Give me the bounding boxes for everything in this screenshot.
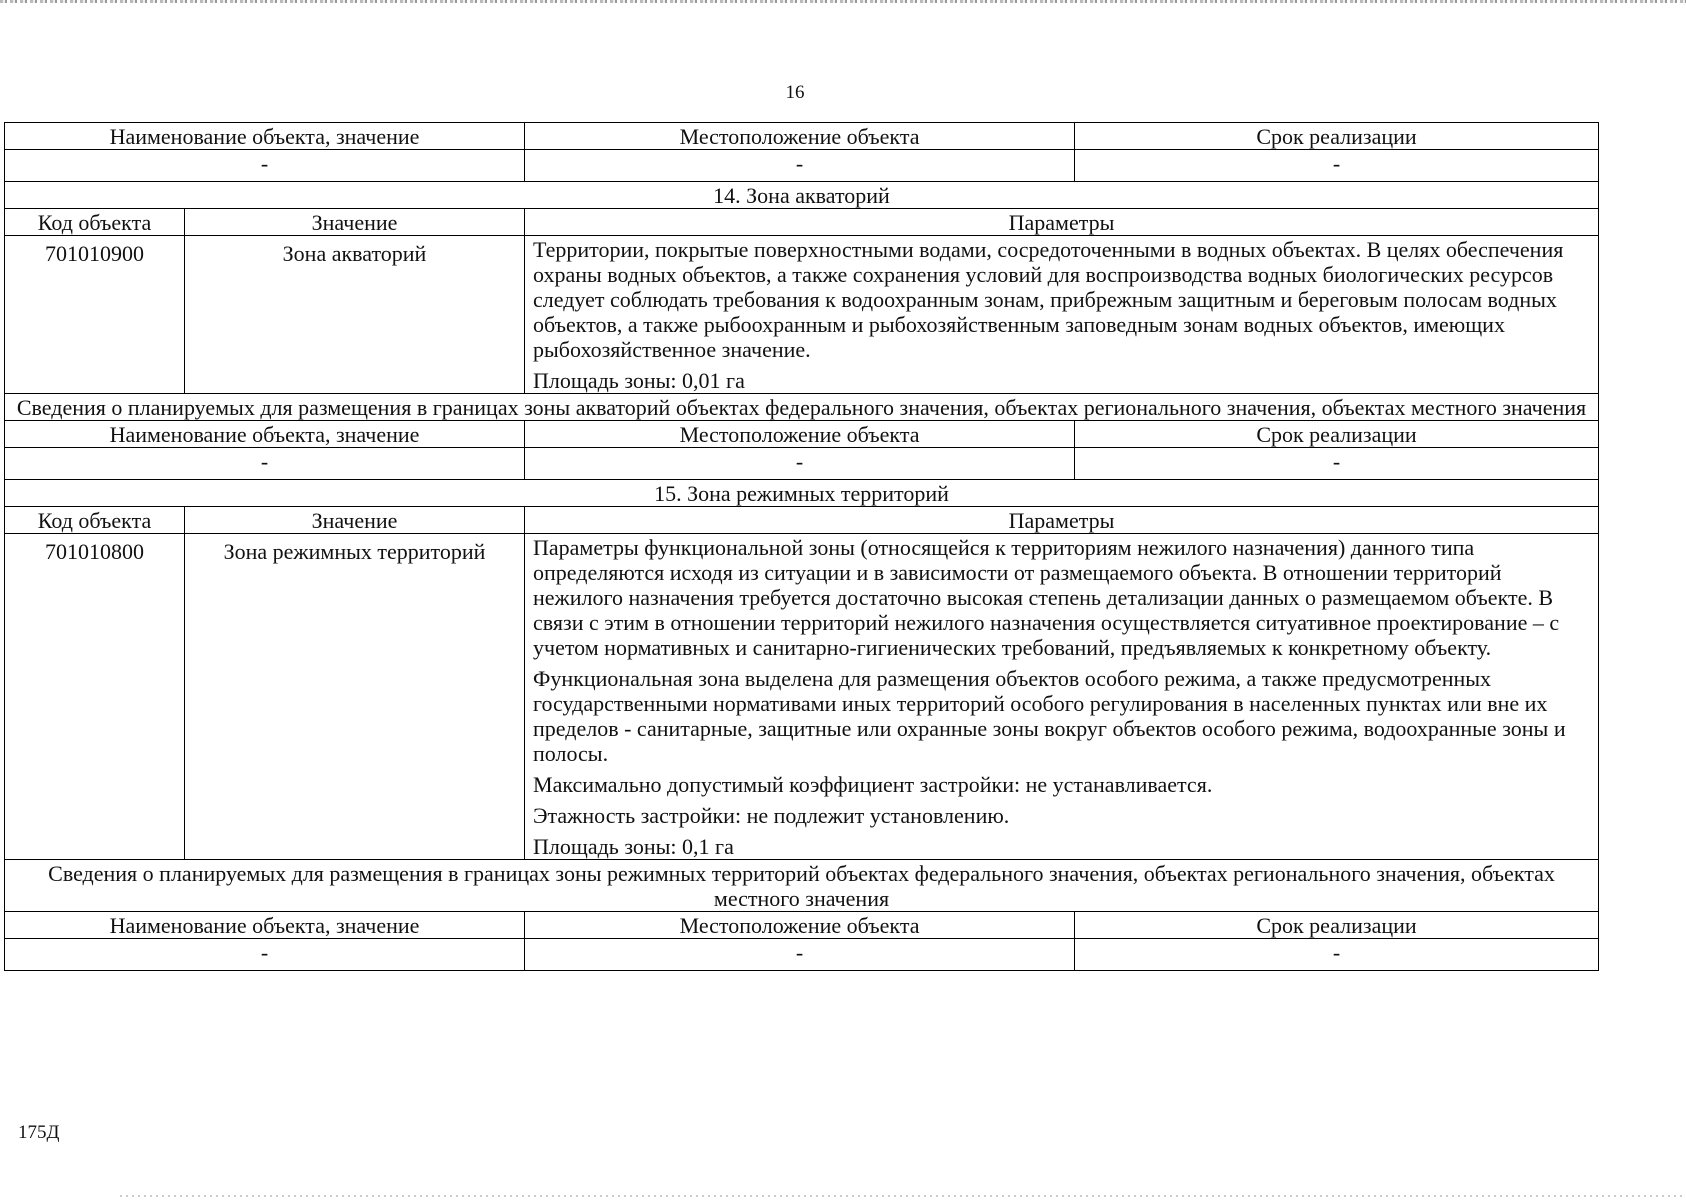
footer-code: 175Д xyxy=(18,1122,60,1143)
zone15-title-row xyxy=(5,480,1599,507)
header-deadline: Срок реализации xyxy=(1075,912,1599,939)
zone15-code: 701010800 xyxy=(5,534,185,860)
zone15-params xyxy=(525,534,1599,860)
zone14-title-row xyxy=(5,182,1599,209)
object-location-cell: - xyxy=(525,939,1075,971)
zone14-code: 701010900 xyxy=(5,236,185,394)
header-object-name: Наименование объекта, значение xyxy=(5,123,525,150)
zone14-info: Сведения о планируемых для размещения в границах зоны акваторий объектах федерального значения, объектах регионального значения, объектах местного значения xyxy=(5,394,1599,421)
zone14-param-text: Территории, покрытые поверхностными водами, сосредоточенными в водных объектах. В целях обеспечения охраны водных объектов, а также сохранения условий для воспроизводства водных биологических ресурсов следует соблюдать требования к водоохранным зонам, прибрежным защитным и береговым полосам водных объектов, а также рыбоохранным и рыбохозяйственным заповедным зонам водных объектов, имеющих рыбохозяйственное значение. xyxy=(533,237,1564,362)
zone14-objects-row xyxy=(5,448,1599,480)
zones-table xyxy=(4,122,1599,971)
object-name-cell: - xyxy=(5,150,525,182)
zone15-param-purpose: Функциональная зона выделена для размещения объектов особого режима, а также предусмотренных государственными нормативами иных территорий особого регулирования в населенных пунктах или вне их пределов - санитарные, защитные или охранные зоны вокруг объектов особого режима, водоохранные зоны и полосы. xyxy=(533,666,1566,766)
scan-edge-top xyxy=(0,0,1686,3)
zone14-header-row xyxy=(5,209,1599,236)
object-name-cell: - xyxy=(5,939,525,971)
zone15-header-row xyxy=(5,507,1599,534)
header-deadline: Срок реализации xyxy=(1075,123,1599,150)
header-code: Код объекта xyxy=(5,507,185,534)
zone14-objects-header-row xyxy=(5,421,1599,448)
object-location-cell: - xyxy=(525,448,1075,480)
objects-header-row xyxy=(5,123,1599,150)
scan-edge-bottom xyxy=(120,1195,1686,1197)
zone15-param-area: Площадь зоны: 0,1 га xyxy=(533,834,734,859)
zone15-param-coefficient: Максимально допустимый коэффициент застройки: не устанавливается. xyxy=(533,772,1213,797)
zone15-info: Сведения о планируемых для размещения в границах зоны режимных территорий объектах федерального значения, объектах регионального значения, объектах местного значения xyxy=(5,860,1599,912)
object-location-cell: - xyxy=(525,150,1075,182)
header-params: Параметры xyxy=(525,507,1599,534)
zone15-title: 15. Зона режимных территорий xyxy=(5,480,1599,507)
zone14-params xyxy=(525,236,1599,394)
object-deadline-cell: - xyxy=(1075,448,1599,480)
header-value: Значение xyxy=(185,209,525,236)
zone14-value: Зона акваторий xyxy=(185,236,525,394)
header-object-location: Местоположение объекта xyxy=(525,912,1075,939)
zone14-title: 14. Зона акваторий xyxy=(5,182,1599,209)
object-deadline-cell: - xyxy=(1075,939,1599,971)
header-object-name: Наименование объекта, значение xyxy=(5,912,525,939)
object-name-cell: - xyxy=(5,448,525,480)
object-deadline-cell: - xyxy=(1075,150,1599,182)
header-object-location: Местоположение объекта xyxy=(525,421,1075,448)
zone15-info-row xyxy=(5,860,1599,912)
zone15-objects-header-row xyxy=(5,912,1599,939)
header-value: Значение xyxy=(185,507,525,534)
zone14-param-area: Площадь зоны: 0,01 га xyxy=(533,368,745,393)
zone14-info-row xyxy=(5,394,1599,421)
header-params: Параметры xyxy=(525,209,1599,236)
header-deadline: Срок реализации xyxy=(1075,421,1599,448)
zone15-param-text: Параметры функциональной зоны (относящейся к территориям нежилого назначения) данного типа определяются исходя из ситуации и в зависимости от размещаемого объекта. В отношении территорий нежилого назначения требуется достаточно высокая степень детализации данных о размещаемом объекте. В связи с этим в отношении территорий нежилого назначения осуществляется ситуативное проектирование – с учетом нормативных и санитарно-гигиенических требований, предъявляемых к конкретному объекту. xyxy=(533,535,1560,660)
zone15-value: Зона режимных территорий xyxy=(185,534,525,860)
header-object-name: Наименование объекта, значение xyxy=(5,421,525,448)
zone15-param-floors: Этажность застройки: не подлежит установлению. xyxy=(533,803,1010,828)
header-code: Код объекта xyxy=(5,209,185,236)
page-number: 16 xyxy=(785,82,805,103)
zone15-objects-row xyxy=(5,939,1599,971)
zone14-row xyxy=(5,236,1599,394)
zone15-row xyxy=(5,534,1599,860)
header-object-location: Местоположение объекта xyxy=(525,123,1075,150)
objects-row xyxy=(5,150,1599,182)
